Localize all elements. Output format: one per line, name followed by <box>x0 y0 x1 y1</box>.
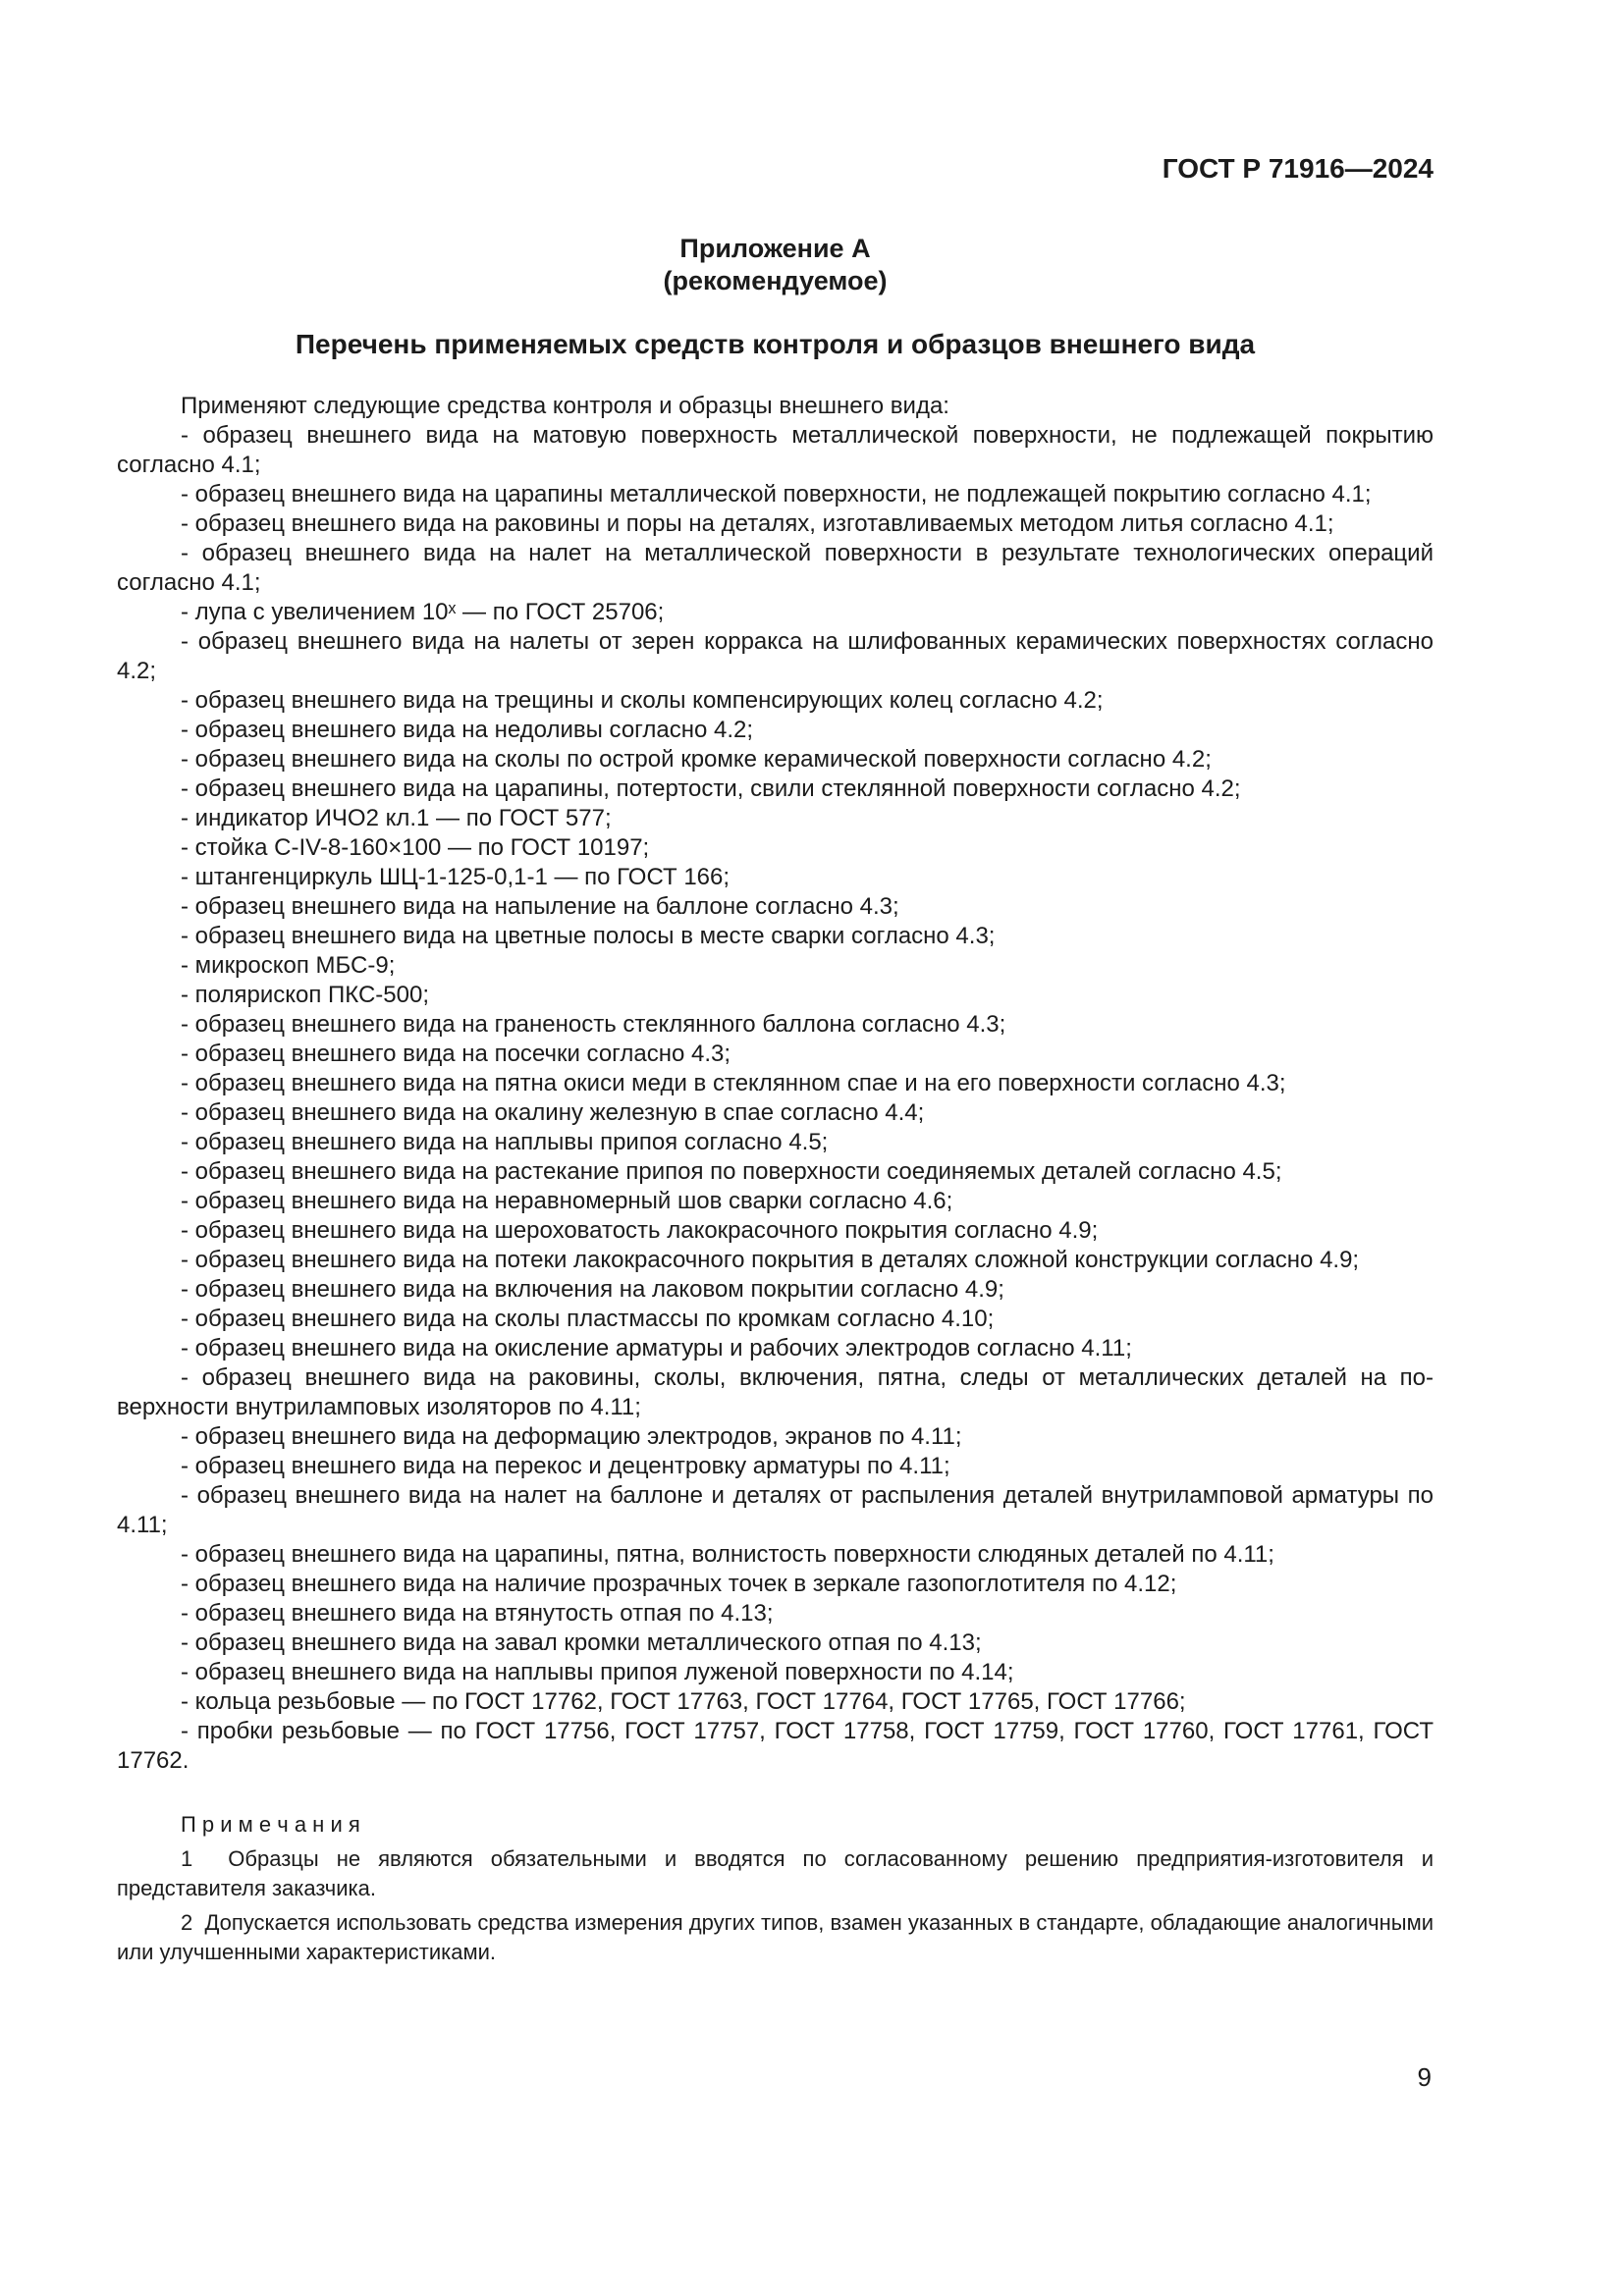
note-item: 1 Образцы не являются обязательными и вводятся по согласованному решению предприятия-изготовителя и представителя заказчика. <box>117 1846 1434 1900</box>
list-item: - микроскоп МБС-9; <box>181 952 396 979</box>
standard-designation: ГОСТ Р 71916—2024 <box>1162 153 1434 184</box>
list-item: - образец внешнего вида на втянутость отпая по 4.13; <box>181 1600 774 1627</box>
list-item: - образец внешнего вида на сколы по острой кромке керамической поверхности согласно 4.2; <box>181 746 1212 773</box>
list-item: - образец внешнего вида на завал кромки металлического отпая по 4.13; <box>181 1629 982 1656</box>
list-item: - образец внешнего вида на наплывы припоя согласно 4.5; <box>181 1129 829 1155</box>
list-item: - образец внешнего вида на налет на баллоне и деталях от распыления деталей внутриламповой арматуры по 4.11; <box>117 1482 1434 1538</box>
list-item: - образец внешнего вида на деформацию электродов, экранов по 4.11; <box>181 1423 962 1450</box>
list-item: - образец внешнего вида на налет на металлической поверхности в результате технологических операций согласно 4.1; <box>117 540 1434 596</box>
list-item: - кольца резьбовые — по ГОСТ 17762, ГОСТ 17763, ГОСТ 17764, ГОСТ 17765, ГОСТ 17766; <box>181 1688 1186 1715</box>
list-item: - образец внешнего вида на цветные полосы в месте сварки согласно 4.3; <box>181 923 996 949</box>
list-item: - образец внешнего вида на напыление на баллоне согласно 4.3; <box>181 893 899 920</box>
list-item: - образец внешнего вида на царапины, потертости, свили стеклянной поверхности согласно 4.2; <box>181 775 1241 802</box>
list-item: - стойка С-IV-8-160×100 — по ГОСТ 10197; <box>181 834 650 861</box>
list-item: - образец внешнего вида на включения на лаковом покрытии согласно 4.9; <box>181 1276 1004 1303</box>
list-item: - образец внешнего вида на шероховатость лакокрасочного покрытия согласно 4.9; <box>181 1217 1099 1244</box>
list-item: - образец внешнего вида на царапины, пятна, волнистость поверхности слюдяных деталей по 4.11; <box>181 1541 1274 1568</box>
list-item: - образец внешнего вида на растекание припоя по поверхности соединяемых деталей согласно 4.5; <box>181 1158 1282 1185</box>
list-item: - образец внешнего вида на окалину железную в спае согласно 4.4; <box>181 1099 925 1126</box>
list-item: - образец внешнего вида на неравномерный шов сварки согласно 4.6; <box>181 1188 953 1214</box>
list-item: - полярископ ПКС-500; <box>181 982 430 1008</box>
intro-paragraph: Применяют следующие средства контроля и образцы внешнего вида: <box>181 393 949 419</box>
appendix-heading <box>117 233 1434 297</box>
appendix-kind: (рекомендуемое) <box>663 266 888 295</box>
appendix-title: Перечень применяемых средств контроля и образцов внешнего вида <box>295 329 1256 359</box>
list-item: - образец внешнего вида на матовую поверхность металлической поверхности, не подлежащей покрытию согласно 4.1; <box>117 422 1434 478</box>
list-item: - образец внешнего вида на пятна окиси меди в стеклянном спае и на его поверхности согласно 4.3; <box>181 1070 1286 1096</box>
list-item: - образец внешнего вида на раковины, сколы, включения, пятна, следы от металлических деталей на поверхности внутриламповых изоляторов по 4.11; <box>117 1364 1434 1420</box>
list-item: - образец внешнего вида на раковины и поры на деталях, изготавливаемых методом литья согласно 4.1; <box>181 510 1334 537</box>
list-item: - образец внешнего вида на граненость стеклянного баллона согласно 4.3; <box>181 1011 1006 1038</box>
note-item: 2 Допускается использовать средства измерения других типов, взамен указанных в стандарте, обладающие аналогичными или улучшенными характеристиками. <box>117 1910 1434 1964</box>
appendix-label: Приложение А <box>679 234 871 263</box>
list-item: - образец внешнего вида на наличие прозрачных точек в зеркале газопоглотителя по 4.12; <box>181 1571 1177 1597</box>
notes-section <box>117 1810 1434 1967</box>
list-item: - образец внешнего вида на недоливы согласно 4.2; <box>181 717 754 743</box>
list-item: - образец внешнего вида на трещины и сколы компенсирующих колец согласно 4.2; <box>181 687 1104 714</box>
page-content <box>117 0 1434 1967</box>
notes-heading: П р и м е ч а н и я <box>181 1812 360 1837</box>
list-item: - образец внешнего вида на посечки согласно 4.3; <box>181 1041 731 1067</box>
list-item: - образец внешнего вида на царапины металлической поверхности, не подлежащей покрытию согласно 4.1; <box>181 481 1372 507</box>
list-item: - образец внешнего вида на сколы пластмассы по кромкам согласно 4.10; <box>181 1306 995 1332</box>
list-item: - лупа с увеличением 10ˣ — по ГОСТ 25706; <box>181 599 665 625</box>
list-item: - образец внешнего вида на наплывы припоя луженой поверхности по 4.14; <box>181 1659 1014 1685</box>
list-item: - штангенциркуль ШЦ-1-125-0,1-1 — по ГОСТ 166; <box>181 864 731 890</box>
list-item: - образец внешнего вида на потеки лакокрасочного покрытия в деталях сложной конструкции согласно 4.9; <box>181 1247 1360 1273</box>
list-item: - образец внешнего вида на налеты от зерен корракса на шлифованных керамических поверхностях согласно 4.2; <box>117 628 1434 684</box>
list-item: - пробки резьбовые — по ГОСТ 17756, ГОСТ 17757, ГОСТ 17758, ГОСТ 17759, ГОСТ 17760, ГОСТ 17761, ГОСТ 17762. <box>117 1718 1434 1774</box>
list-item: - образец внешнего вида на окисление арматуры и рабочих электродов согласно 4.11; <box>181 1335 1132 1362</box>
page-number: 9 <box>1417 2062 1432 2092</box>
list-item: - индикатор ИЧО2 кл.1 — по ГОСТ 577; <box>181 805 612 831</box>
list-item: - образец внешнего вида на перекос и децентровку арматуры по 4.11; <box>181 1453 950 1479</box>
body-text <box>117 392 1434 1776</box>
